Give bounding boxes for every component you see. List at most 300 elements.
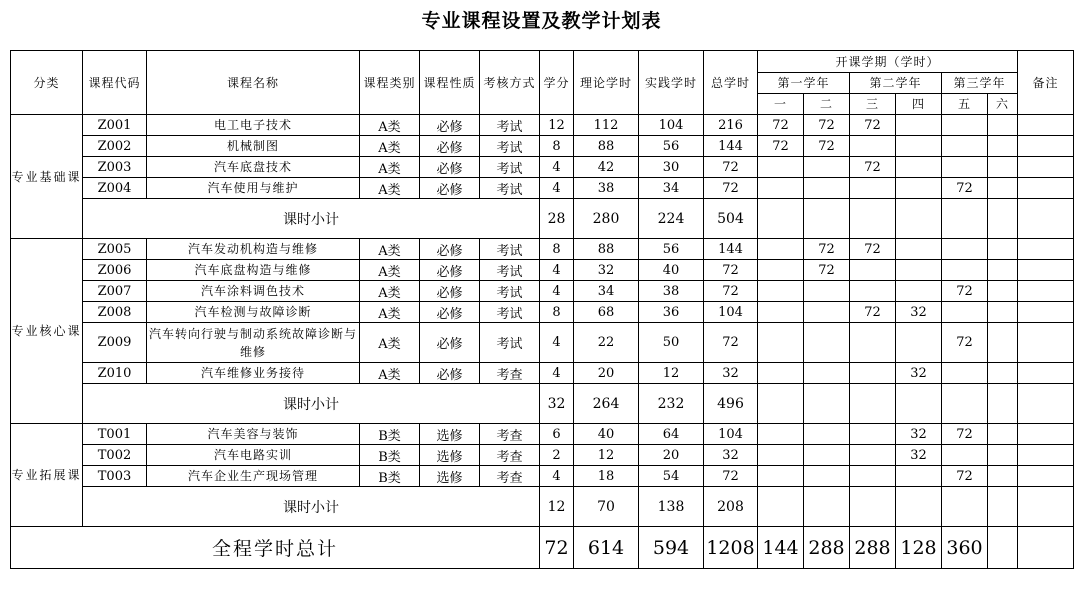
subtotal-total-cell: 496	[704, 384, 758, 424]
course-practice-cell: 12	[639, 363, 704, 384]
course-nature-cell: 必修	[420, 115, 480, 136]
grand-total-note-cell	[1018, 527, 1074, 569]
course-s5-cell	[942, 239, 988, 260]
course-type-cell: A类	[360, 363, 420, 384]
course-code-cell: Z006	[83, 260, 147, 281]
course-s4-cell	[896, 239, 942, 260]
course-nature-cell: 必修	[420, 302, 480, 323]
subtotal-empty-cell	[988, 487, 1018, 527]
course-s3-cell	[850, 424, 896, 445]
course-name-cell: 机械制图	[147, 136, 360, 157]
course-note-cell	[1018, 178, 1074, 199]
grand-total-s6-cell	[988, 527, 1018, 569]
header-sem3: 三	[850, 94, 896, 115]
course-s3-cell: 72	[850, 157, 896, 178]
course-nature-cell: 选修	[420, 445, 480, 466]
course-name-cell: 汽车维修业务接待	[147, 363, 360, 384]
course-s5-cell	[942, 136, 988, 157]
course-theory-cell: 88	[574, 136, 639, 157]
header-nature: 课程性质	[420, 51, 480, 115]
course-theory-cell: 18	[574, 466, 639, 487]
header-sem1: 一	[758, 94, 804, 115]
course-s3-cell	[850, 466, 896, 487]
grand-total-s4-cell: 128	[896, 527, 942, 569]
course-s2-cell	[804, 445, 850, 466]
header-semester-group: 开课学期（学时）	[758, 51, 1018, 73]
subtotal-row	[11, 487, 1074, 527]
header-total: 总学时	[704, 51, 758, 115]
course-theory-cell: 40	[574, 424, 639, 445]
course-type-cell: A类	[360, 260, 420, 281]
table-row	[11, 302, 1074, 323]
subtotal-row	[11, 199, 1074, 239]
subtotal-empty-cell	[942, 199, 988, 239]
page-title: 专业课程设置及教学计划表	[421, 10, 662, 32]
course-code-cell: T002	[83, 445, 147, 466]
subtotal-empty-cell	[988, 384, 1018, 424]
course-plan-table	[10, 50, 1074, 569]
subtotal-theory-cell: 264	[574, 384, 639, 424]
course-s4-cell	[896, 136, 942, 157]
course-s3-cell: 72	[850, 115, 896, 136]
course-assess-cell: 考试	[480, 323, 540, 363]
course-theory-cell: 112	[574, 115, 639, 136]
course-s4-cell: 32	[896, 363, 942, 384]
course-assess-cell: 考试	[480, 136, 540, 157]
course-name-cell: 汽车发动机构造与维修	[147, 239, 360, 260]
course-total-cell: 72	[704, 466, 758, 487]
course-s1-cell	[758, 424, 804, 445]
course-total-cell: 72	[704, 281, 758, 302]
course-s5-cell	[942, 260, 988, 281]
course-s2-cell	[804, 323, 850, 363]
course-s4-cell	[896, 281, 942, 302]
subtotal-empty-cell	[850, 487, 896, 527]
course-s3-cell: 72	[850, 239, 896, 260]
course-s5-cell	[942, 302, 988, 323]
table-row	[11, 260, 1074, 281]
course-type-cell: A类	[360, 302, 420, 323]
grand-total-s1-cell: 144	[758, 527, 804, 569]
course-assess-cell: 考试	[480, 115, 540, 136]
course-s2-cell	[804, 157, 850, 178]
course-note-cell	[1018, 260, 1074, 281]
course-note-cell	[1018, 466, 1074, 487]
course-s4-cell: 32	[896, 424, 942, 445]
course-s6-cell	[988, 260, 1018, 281]
course-s3-cell	[850, 136, 896, 157]
course-s6-cell	[988, 323, 1018, 363]
table-row	[11, 115, 1074, 136]
course-theory-cell: 68	[574, 302, 639, 323]
course-note-cell	[1018, 302, 1074, 323]
subtotal-empty-cell	[804, 384, 850, 424]
course-type-cell: A类	[360, 178, 420, 199]
subtotal-empty-cell	[850, 199, 896, 239]
course-credit-cell: 2	[540, 445, 574, 466]
course-type-cell: B类	[360, 424, 420, 445]
course-credit-cell: 8	[540, 136, 574, 157]
course-code-cell: T001	[83, 424, 147, 445]
course-name-cell: 汽车企业生产现场管理	[147, 466, 360, 487]
course-s6-cell	[988, 466, 1018, 487]
course-practice-cell: 30	[639, 157, 704, 178]
course-s2-cell	[804, 466, 850, 487]
header-year3: 第三学年	[942, 73, 1018, 94]
header-year1: 第一学年	[758, 73, 850, 94]
category-cell: 专业基础课	[11, 115, 83, 239]
course-s5-cell	[942, 445, 988, 466]
subtotal-theory-cell: 280	[574, 199, 639, 239]
course-total-cell: 72	[704, 260, 758, 281]
course-code-cell: Z007	[83, 281, 147, 302]
course-total-cell: 144	[704, 136, 758, 157]
course-s1-cell	[758, 445, 804, 466]
course-nature-cell: 必修	[420, 323, 480, 363]
course-s1-cell	[758, 260, 804, 281]
course-code-cell: Z008	[83, 302, 147, 323]
category-cell: 专业拓展课	[11, 424, 83, 527]
course-note-cell	[1018, 157, 1074, 178]
header-sem6: 六	[988, 94, 1018, 115]
course-s4-cell: 32	[896, 445, 942, 466]
course-code-cell: Z009	[83, 323, 147, 363]
course-type-cell: B类	[360, 445, 420, 466]
course-theory-cell: 42	[574, 157, 639, 178]
course-name-cell: 汽车转向行驶与制动系统故障诊断与维修	[147, 323, 360, 363]
course-s1-cell	[758, 281, 804, 302]
course-code-cell: Z010	[83, 363, 147, 384]
course-s3-cell	[850, 323, 896, 363]
course-total-cell: 72	[704, 178, 758, 199]
table-row	[11, 466, 1074, 487]
course-nature-cell: 必修	[420, 157, 480, 178]
course-assess-cell: 考试	[480, 302, 540, 323]
course-s5-cell: 72	[942, 466, 988, 487]
course-s6-cell	[988, 281, 1018, 302]
course-note-cell	[1018, 363, 1074, 384]
course-type-cell: A类	[360, 239, 420, 260]
course-assess-cell: 考查	[480, 466, 540, 487]
course-s5-cell: 72	[942, 323, 988, 363]
subtotal-empty-cell	[758, 199, 804, 239]
subtotal-practice-cell: 232	[639, 384, 704, 424]
course-name-cell: 汽车电路实训	[147, 445, 360, 466]
course-s2-cell	[804, 424, 850, 445]
subtotal-empty-cell	[758, 487, 804, 527]
course-s1-cell: 72	[758, 115, 804, 136]
table-row	[11, 424, 1074, 445]
course-credit-cell: 4	[540, 466, 574, 487]
course-s6-cell	[988, 136, 1018, 157]
course-name-cell: 汽车检测与故障诊断	[147, 302, 360, 323]
course-theory-cell: 12	[574, 445, 639, 466]
header-theory: 理论学时	[574, 51, 639, 115]
course-s2-cell	[804, 363, 850, 384]
course-theory-cell: 88	[574, 239, 639, 260]
course-s3-cell	[850, 445, 896, 466]
course-practice-cell: 64	[639, 424, 704, 445]
course-practice-cell: 50	[639, 323, 704, 363]
course-s4-cell	[896, 157, 942, 178]
course-s5-cell	[942, 363, 988, 384]
header-category: 分类	[11, 51, 83, 115]
grand-total-theory-cell: 614	[574, 527, 639, 569]
course-type-cell: A类	[360, 323, 420, 363]
subtotal-theory-cell: 70	[574, 487, 639, 527]
subtotal-empty-cell	[850, 384, 896, 424]
course-note-cell	[1018, 136, 1074, 157]
header-sem2: 二	[804, 94, 850, 115]
course-s3-cell	[850, 363, 896, 384]
course-s2-cell: 72	[804, 239, 850, 260]
course-s1-cell: 72	[758, 136, 804, 157]
course-nature-cell: 必修	[420, 239, 480, 260]
course-assess-cell: 考试	[480, 281, 540, 302]
course-s5-cell	[942, 157, 988, 178]
course-theory-cell: 32	[574, 260, 639, 281]
course-s3-cell	[850, 260, 896, 281]
course-s5-cell: 72	[942, 178, 988, 199]
course-s5-cell	[942, 115, 988, 136]
course-theory-cell: 20	[574, 363, 639, 384]
course-name-cell: 汽车底盘构造与维修	[147, 260, 360, 281]
table-row	[11, 178, 1074, 199]
course-s1-cell	[758, 178, 804, 199]
subtotal-empty-cell	[896, 199, 942, 239]
course-plan-body	[11, 115, 1074, 569]
header-credit: 学分	[540, 51, 574, 115]
subtotal-empty-cell	[896, 384, 942, 424]
table-row	[11, 239, 1074, 260]
course-s2-cell	[804, 302, 850, 323]
course-s6-cell	[988, 239, 1018, 260]
course-s5-cell: 72	[942, 424, 988, 445]
header-assess: 考核方式	[480, 51, 540, 115]
course-credit-cell: 4	[540, 157, 574, 178]
grand-total-label: 全程学时总计	[11, 527, 540, 569]
course-practice-cell: 38	[639, 281, 704, 302]
header-type: 课程类别	[360, 51, 420, 115]
course-nature-cell: 必修	[420, 260, 480, 281]
course-credit-cell: 4	[540, 260, 574, 281]
course-nature-cell: 选修	[420, 424, 480, 445]
grand-total-s3-cell: 288	[850, 527, 896, 569]
course-total-cell: 104	[704, 424, 758, 445]
subtotal-label: 课时小计	[83, 384, 540, 424]
course-s2-cell: 72	[804, 136, 850, 157]
course-practice-cell: 36	[639, 302, 704, 323]
subtotal-empty-cell	[942, 384, 988, 424]
course-assess-cell: 考查	[480, 445, 540, 466]
course-nature-cell: 必修	[420, 363, 480, 384]
course-s2-cell	[804, 281, 850, 302]
course-type-cell: A类	[360, 157, 420, 178]
table-row	[11, 157, 1074, 178]
course-s3-cell: 72	[850, 302, 896, 323]
course-total-cell: 32	[704, 445, 758, 466]
course-s1-cell	[758, 239, 804, 260]
course-s6-cell	[988, 178, 1018, 199]
course-s2-cell: 72	[804, 260, 850, 281]
course-code-cell: Z001	[83, 115, 147, 136]
course-s6-cell	[988, 115, 1018, 136]
table-row	[11, 445, 1074, 466]
course-type-cell: A类	[360, 136, 420, 157]
subtotal-credit-cell: 32	[540, 384, 574, 424]
course-name-cell: 汽车使用与维护	[147, 178, 360, 199]
course-theory-cell: 34	[574, 281, 639, 302]
course-practice-cell: 40	[639, 260, 704, 281]
course-practice-cell: 56	[639, 136, 704, 157]
course-s3-cell	[850, 281, 896, 302]
subtotal-row	[11, 384, 1074, 424]
course-nature-cell: 选修	[420, 466, 480, 487]
course-code-cell: T003	[83, 466, 147, 487]
course-s4-cell	[896, 178, 942, 199]
course-note-cell	[1018, 281, 1074, 302]
course-code-cell: Z003	[83, 157, 147, 178]
course-s4-cell	[896, 260, 942, 281]
course-theory-cell: 38	[574, 178, 639, 199]
course-total-cell: 72	[704, 323, 758, 363]
table-row	[11, 281, 1074, 302]
course-credit-cell: 12	[540, 115, 574, 136]
course-s6-cell	[988, 363, 1018, 384]
header-practice: 实践学时	[639, 51, 704, 115]
subtotal-empty-cell	[804, 487, 850, 527]
subtotal-practice-cell: 224	[639, 199, 704, 239]
subtotal-empty-cell	[988, 199, 1018, 239]
course-nature-cell: 必修	[420, 281, 480, 302]
course-credit-cell: 6	[540, 424, 574, 445]
course-total-cell: 72	[704, 157, 758, 178]
subtotal-empty-cell	[896, 487, 942, 527]
course-practice-cell: 104	[639, 115, 704, 136]
table-row	[11, 136, 1074, 157]
header-note: 备注	[1018, 51, 1074, 115]
course-s1-cell	[758, 363, 804, 384]
course-nature-cell: 必修	[420, 136, 480, 157]
course-practice-cell: 54	[639, 466, 704, 487]
course-s1-cell	[758, 323, 804, 363]
course-s4-cell	[896, 466, 942, 487]
course-name-cell: 电工电子技术	[147, 115, 360, 136]
course-credit-cell: 4	[540, 281, 574, 302]
course-code-cell: Z002	[83, 136, 147, 157]
subtotal-empty-cell	[942, 487, 988, 527]
subtotal-credit-cell: 28	[540, 199, 574, 239]
course-note-cell	[1018, 323, 1074, 363]
subtotal-total-cell: 208	[704, 487, 758, 527]
course-s1-cell	[758, 157, 804, 178]
course-total-cell: 216	[704, 115, 758, 136]
course-s4-cell	[896, 115, 942, 136]
header-year2: 第二学年	[850, 73, 942, 94]
grand-total-s2-cell: 288	[804, 527, 850, 569]
grand-total-practice-cell: 594	[639, 527, 704, 569]
grand-total-s5-cell: 360	[942, 527, 988, 569]
course-total-cell: 32	[704, 363, 758, 384]
course-s4-cell	[896, 323, 942, 363]
course-assess-cell: 考试	[480, 178, 540, 199]
grand-total-total-cell: 1208	[704, 527, 758, 569]
header-sem4: 四	[896, 94, 942, 115]
course-code-cell: Z005	[83, 239, 147, 260]
subtotal-empty-cell	[804, 199, 850, 239]
course-s6-cell	[988, 302, 1018, 323]
course-s6-cell	[988, 424, 1018, 445]
course-s1-cell	[758, 466, 804, 487]
course-total-cell: 104	[704, 302, 758, 323]
course-practice-cell: 56	[639, 239, 704, 260]
course-practice-cell: 34	[639, 178, 704, 199]
course-type-cell: A类	[360, 281, 420, 302]
header-name: 课程名称	[147, 51, 360, 115]
subtotal-credit-cell: 12	[540, 487, 574, 527]
course-credit-cell: 8	[540, 302, 574, 323]
course-s2-cell: 72	[804, 115, 850, 136]
subtotal-empty-cell	[758, 384, 804, 424]
course-note-cell	[1018, 445, 1074, 466]
subtotal-label: 课时小计	[83, 199, 540, 239]
course-assess-cell: 考试	[480, 260, 540, 281]
grand-total-row	[11, 527, 1074, 569]
subtotal-empty-cell	[1018, 487, 1074, 527]
header-code: 课程代码	[83, 51, 147, 115]
table-row	[11, 323, 1074, 363]
subtotal-label: 课时小计	[83, 487, 540, 527]
course-s2-cell	[804, 178, 850, 199]
course-credit-cell: 8	[540, 239, 574, 260]
course-type-cell: B类	[360, 466, 420, 487]
header-sem5: 五	[942, 94, 988, 115]
grand-total-credit-cell: 72	[540, 527, 574, 569]
course-name-cell: 汽车底盘技术	[147, 157, 360, 178]
table-row	[11, 363, 1074, 384]
course-assess-cell: 考查	[480, 424, 540, 445]
course-note-cell	[1018, 239, 1074, 260]
course-name-cell: 汽车涂料调色技术	[147, 281, 360, 302]
course-type-cell: A类	[360, 115, 420, 136]
course-s4-cell: 32	[896, 302, 942, 323]
course-theory-cell: 22	[574, 323, 639, 363]
course-note-cell	[1018, 424, 1074, 445]
course-total-cell: 144	[704, 239, 758, 260]
course-s6-cell	[988, 157, 1018, 178]
course-practice-cell: 20	[639, 445, 704, 466]
course-credit-cell: 4	[540, 178, 574, 199]
course-s5-cell: 72	[942, 281, 988, 302]
subtotal-practice-cell: 138	[639, 487, 704, 527]
course-credit-cell: 4	[540, 323, 574, 363]
course-s1-cell	[758, 302, 804, 323]
subtotal-total-cell: 504	[704, 199, 758, 239]
course-s6-cell	[988, 445, 1018, 466]
subtotal-empty-cell	[1018, 384, 1074, 424]
course-assess-cell: 考试	[480, 157, 540, 178]
course-note-cell	[1018, 115, 1074, 136]
course-assess-cell: 考查	[480, 363, 540, 384]
subtotal-empty-cell	[1018, 199, 1074, 239]
course-credit-cell: 4	[540, 363, 574, 384]
course-s3-cell	[850, 178, 896, 199]
course-name-cell: 汽车美容与装饰	[147, 424, 360, 445]
course-assess-cell: 考试	[480, 239, 540, 260]
course-nature-cell: 必修	[420, 178, 480, 199]
course-code-cell: Z004	[83, 178, 147, 199]
category-cell: 专业核心课	[11, 239, 83, 424]
